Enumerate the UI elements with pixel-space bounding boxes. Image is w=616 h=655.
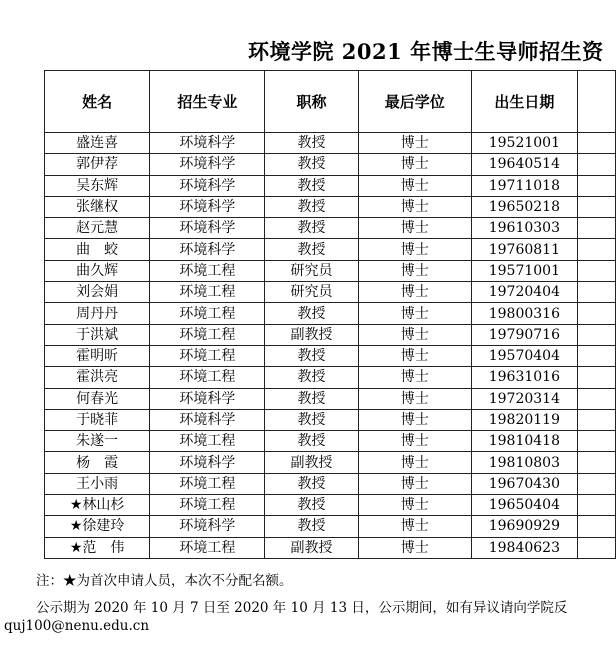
cell-birthdate: 19800316 (471, 303, 577, 324)
cell-title: 教授 (265, 154, 358, 175)
cell-cut-off (577, 409, 615, 430)
table-header-row (45, 71, 616, 133)
cell-degree: 博士 (358, 537, 471, 558)
cell-cut-off (577, 495, 615, 516)
cell-degree: 博士 (358, 388, 471, 409)
cell-title: 副教授 (265, 452, 358, 473)
cell-cut-off (577, 345, 615, 366)
cell-degree: 博士 (358, 431, 471, 452)
cell-degree: 博士 (358, 473, 471, 494)
cell-major: 环境科学 (150, 218, 265, 239)
cell-degree: 博士 (358, 260, 471, 281)
table-row (45, 495, 616, 516)
cell-major: 环境科学 (150, 452, 265, 473)
cell-degree: 博士 (358, 239, 471, 260)
cell-major: 环境科学 (150, 175, 265, 196)
cell-cut-off (577, 154, 615, 175)
cell-birthdate: 19790716 (471, 324, 577, 345)
cell-name: 朱遂一 (45, 431, 150, 452)
cell-birthdate: 19521001 (471, 133, 577, 154)
table-row (45, 537, 616, 558)
table-row (45, 452, 616, 473)
cell-title: 教授 (265, 303, 358, 324)
cell-degree: 博士 (358, 324, 471, 345)
cell-title: 教授 (265, 239, 358, 260)
cell-title: 教授 (265, 388, 358, 409)
cell-cut-off (577, 282, 615, 303)
cell-name: 张继权 (45, 196, 150, 217)
cell-title: 教授 (265, 473, 358, 494)
cell-major: 环境工程 (150, 495, 265, 516)
cell-degree: 博士 (358, 218, 471, 239)
cell-degree: 博士 (358, 345, 471, 366)
table-row (45, 473, 616, 494)
cell-cut-off (577, 537, 615, 558)
cell-major: 环境工程 (150, 345, 265, 366)
cell-cut-off (577, 196, 615, 217)
cell-major: 环境科学 (150, 154, 265, 175)
cell-degree: 博士 (358, 452, 471, 473)
cell-name: 郭伊荐 (45, 154, 150, 175)
cell-birthdate: 19720404 (471, 282, 577, 303)
cell-major: 环境科学 (150, 388, 265, 409)
table-row (45, 345, 616, 366)
cell-degree: 博士 (358, 495, 471, 516)
publicity-notice: 公示期为 2020 年 10 月 7 日至 2020 年 10 月 13 日，公示期间，如有异议请向学院反 (36, 600, 568, 616)
header-major: 招生专业 (150, 71, 265, 133)
cell-degree: 博士 (358, 282, 471, 303)
cell-major: 环境科学 (150, 409, 265, 430)
cell-cut-off (577, 431, 615, 452)
cell-cut-off (577, 324, 615, 345)
cell-name: 盛连喜 (45, 133, 150, 154)
table-row (45, 516, 616, 537)
cell-name: 杨 霞 (45, 452, 150, 473)
cell-degree: 博士 (358, 175, 471, 196)
cell-cut-off (577, 516, 615, 537)
table-body (45, 133, 616, 559)
table-row (45, 409, 616, 430)
document-title: 环境学院 2021 年博士生导师招生资 (248, 39, 604, 64)
footnote: 注：★为首次申请人员，本次不分配名额。 (36, 573, 293, 589)
cell-name: 于晓菲 (45, 409, 150, 430)
cell-cut-off (577, 218, 615, 239)
cell-birthdate: 19610303 (471, 218, 577, 239)
cell-major: 环境工程 (150, 260, 265, 281)
cell-cut-off (577, 239, 615, 260)
cell-major: 环境工程 (150, 324, 265, 345)
cell-birthdate: 19571001 (471, 260, 577, 281)
cell-degree: 博士 (358, 409, 471, 430)
cell-name: ★林山杉 (45, 495, 150, 516)
cell-degree: 博士 (358, 154, 471, 175)
table-row (45, 239, 616, 260)
cell-major: 环境工程 (150, 431, 265, 452)
cell-title: 研究员 (265, 282, 358, 303)
table-row (45, 282, 616, 303)
cell-title: 教授 (265, 495, 358, 516)
cell-name: ★范 伟 (45, 537, 150, 558)
cell-birthdate: 19711018 (471, 175, 577, 196)
cell-birthdate: 19810418 (471, 431, 577, 452)
table-row (45, 133, 616, 154)
cell-degree: 博士 (358, 303, 471, 324)
table-row (45, 175, 616, 196)
table-row (45, 367, 616, 388)
cell-cut-off (577, 175, 615, 196)
cell-degree: 博士 (358, 133, 471, 154)
cell-name: 赵元慧 (45, 218, 150, 239)
cell-title: 教授 (265, 218, 358, 239)
cell-title: 研究员 (265, 260, 358, 281)
cell-name: 于洪斌 (45, 324, 150, 345)
table-row (45, 431, 616, 452)
cell-cut-off (577, 388, 615, 409)
cell-birthdate: 19631016 (471, 367, 577, 388)
table-row (45, 260, 616, 281)
cell-title: 教授 (265, 196, 358, 217)
cell-title: 教授 (265, 409, 358, 430)
table-row (45, 218, 616, 239)
table-row (45, 196, 616, 217)
cell-birthdate: 19650404 (471, 495, 577, 516)
cell-degree: 博士 (358, 196, 471, 217)
cell-birthdate: 19670430 (471, 473, 577, 494)
cell-cut-off (577, 367, 615, 388)
contact-email: quj100@nenu.edu.cn (4, 618, 150, 634)
cell-name: ★徐建玲 (45, 516, 150, 537)
cell-cut-off (577, 473, 615, 494)
cell-major: 环境工程 (150, 303, 265, 324)
cell-cut-off (577, 133, 615, 154)
cell-name: 霍洪亮 (45, 367, 150, 388)
cell-birthdate: 19720314 (471, 388, 577, 409)
cell-name: 何春光 (45, 388, 150, 409)
cell-degree: 博士 (358, 367, 471, 388)
cell-major: 环境工程 (150, 537, 265, 558)
cell-major: 环境科学 (150, 196, 265, 217)
header-degree: 最后学位 (358, 71, 471, 133)
cell-name: 吴东辉 (45, 175, 150, 196)
cell-title: 教授 (265, 431, 358, 452)
cell-title: 教授 (265, 345, 358, 366)
cell-title: 教授 (265, 175, 358, 196)
cell-title: 副教授 (265, 324, 358, 345)
cell-birthdate: 19570404 (471, 345, 577, 366)
cell-birthdate: 19690929 (471, 516, 577, 537)
header-birthdate: 出生日期 (471, 71, 577, 133)
table-row (45, 303, 616, 324)
cell-major: 环境科学 (150, 239, 265, 260)
cell-birthdate: 19760811 (471, 239, 577, 260)
cell-birthdate: 19820119 (471, 409, 577, 430)
cell-birthdate: 19810803 (471, 452, 577, 473)
cell-cut-off (577, 452, 615, 473)
cell-birthdate: 19640514 (471, 154, 577, 175)
table-row (45, 388, 616, 409)
cell-major: 环境科学 (150, 133, 265, 154)
cell-title: 教授 (265, 516, 358, 537)
cell-name: 霍明昕 (45, 345, 150, 366)
cell-name: 曲久辉 (45, 260, 150, 281)
header-name: 姓名 (45, 71, 150, 133)
cell-name: 曲 蛟 (45, 239, 150, 260)
cell-major: 环境工程 (150, 367, 265, 388)
cell-name: 王小雨 (45, 473, 150, 494)
cell-title: 副教授 (265, 537, 358, 558)
cell-name: 刘会娟 (45, 282, 150, 303)
cell-title: 教授 (265, 367, 358, 388)
cell-major: 环境工程 (150, 282, 265, 303)
cell-birthdate: 19650218 (471, 196, 577, 217)
cell-name: 周丹丹 (45, 303, 150, 324)
cell-cut-off (577, 303, 615, 324)
cell-major: 环境科学 (150, 516, 265, 537)
table-row (45, 324, 616, 345)
cell-degree: 博士 (358, 516, 471, 537)
header-title: 职称 (265, 71, 358, 133)
cell-title: 教授 (265, 133, 358, 154)
cell-birthdate: 19840623 (471, 537, 577, 558)
header-cut-off (577, 71, 615, 133)
cell-cut-off (577, 260, 615, 281)
table-row (45, 154, 616, 175)
cell-major: 环境工程 (150, 473, 265, 494)
advisor-table (44, 70, 616, 559)
